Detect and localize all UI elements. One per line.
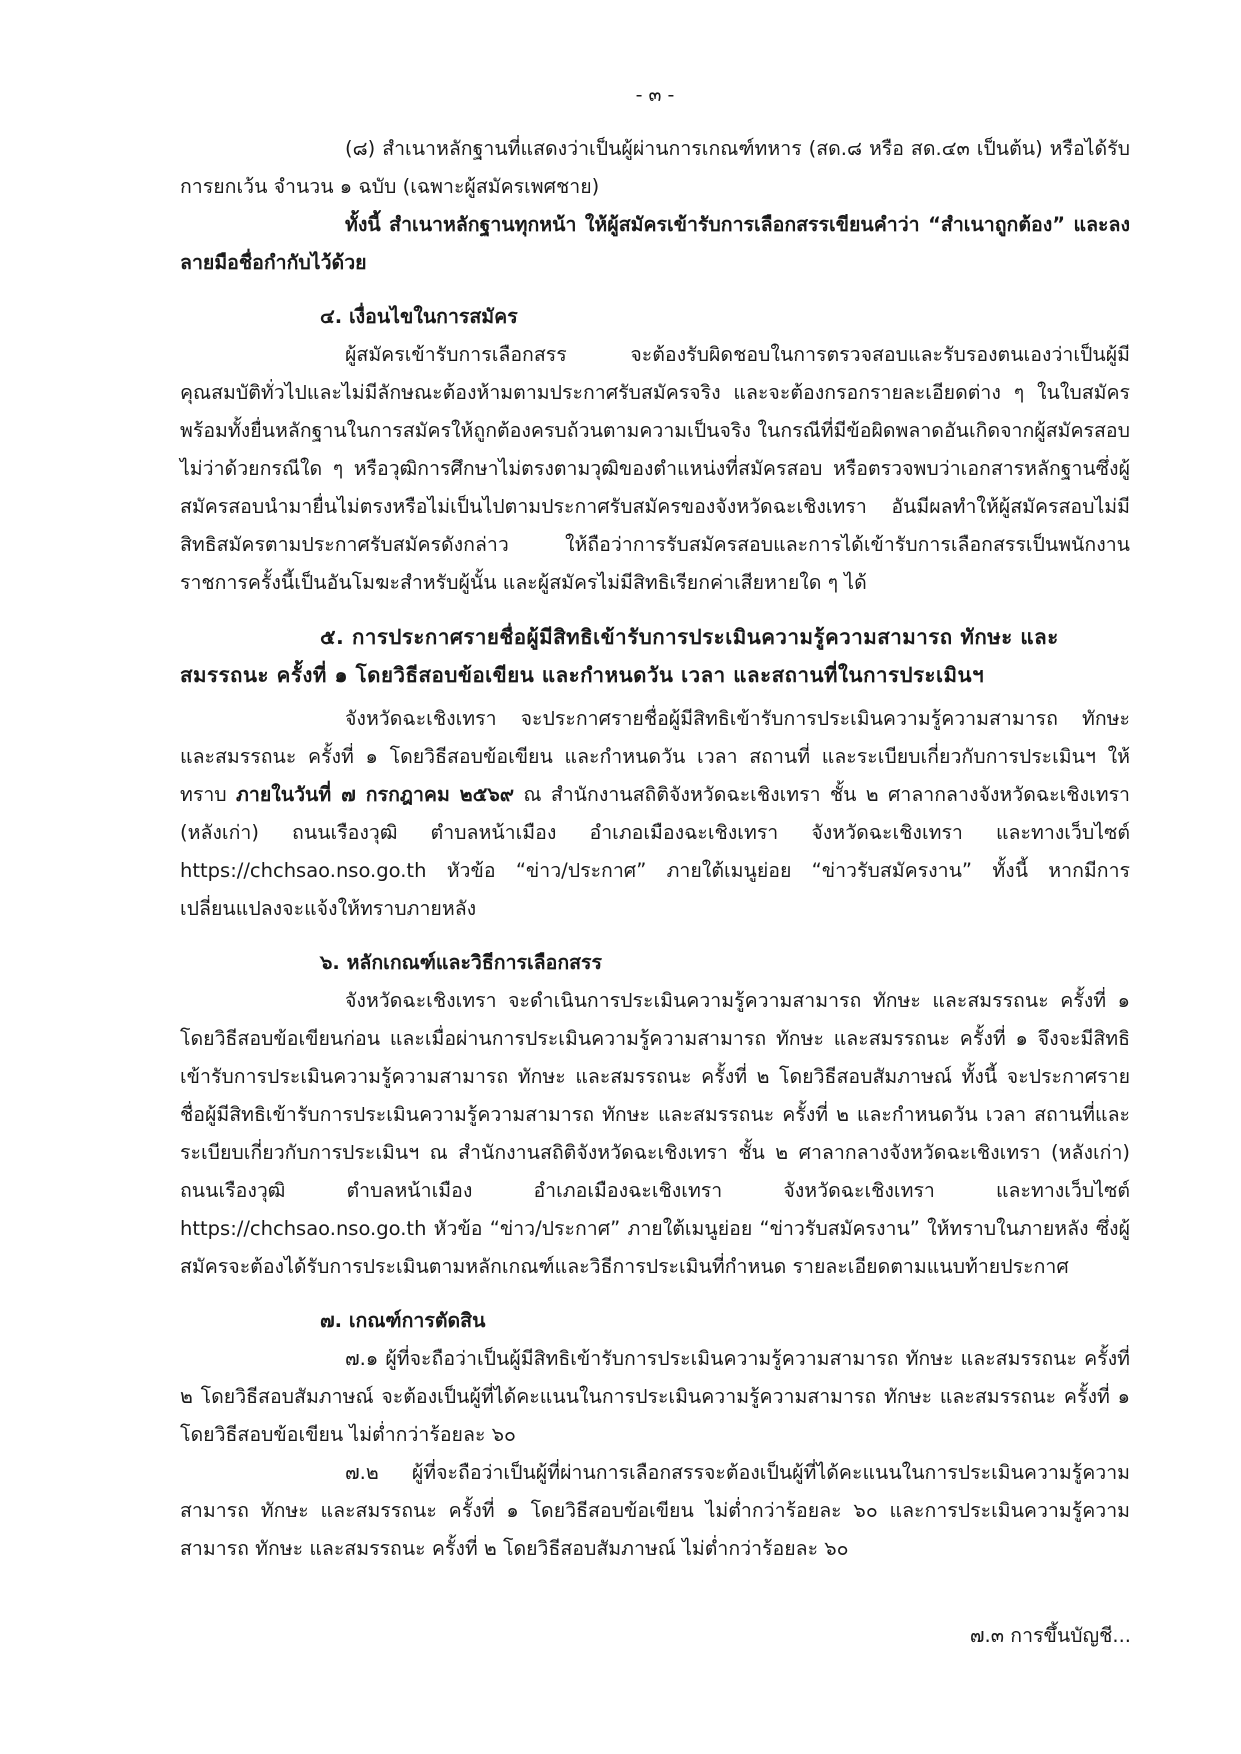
document-body: [180, 130, 1130, 1568]
copy-certification-note: ทั้งนี้ สำเนาหลักฐานทุกหน้า ให้ผู้สมัครเข้ารับการเลือกสรรเขียนคำว่า “สำเนาถูกต้อง” และลงลายมือชื่อกำกับไว้ด้วย: [180, 213, 1130, 274]
section-7-item-2: ๗.๒ ผู้ที่จะถือว่าเป็นผู้ที่ผ่านการเลือกสรรจะต้องเป็นผู้ที่ได้คะแนนในการประเมินความรู้ความสามารถ ทักษะ และสมรรถนะ ครั้งที่ ๑ โดยวิธีสอบข้อเขียน ไม่ต่ำกว่าร้อยละ ๖๐ และการประเมินความรู้ความสามารถ ทักษะ และสมรรถนะ ครั้งที่ ๒ โดยวิธีสอบสัมภาษณ์ ไม่ต่ำกว่าร้อยละ ๖๐: [180, 1461, 1130, 1560]
section-5-body-end: ณ สำนักงานสถิติจังหวัดฉะเชิงเทรา ชั้น ๒ ศาลากลางจังหวัดฉะเชิงเทรา (หลังเก่า) ถนนเรืองวุฒิ ตำบลหน้าเมือง อำเภอเมืองฉะเชิงเทรา จังหวัดฉะเชิงเทรา และทางเว็บไซต์ https://chchsao.nso.go.th หัวข้อ “ข่าว/ประกาศ” ภายใต้เมนูย่อย “ข่าวรับสมัครงาน” ทั้งนี้ หากมีการเปลี่ยนแปลงจะแจ้งให้ทราบภายหลัง: [180, 783, 1130, 920]
section-6-heading: ๖. หลักเกณฑ์และวิธีการเลือกสรร: [320, 951, 602, 974]
page-number: - ๓ -: [635, 84, 675, 106]
section-4-body: ผู้สมัครเข้ารับการเลือกสรร จะต้องรับผิดชอบในการตรวจสอบและรับรองตนเองว่าเป็นผู้มีคุณสมบัติทั่วไปและไม่มีลักษณะต้องห้ามตามประกาศรับสมัครจริง และจะต้องกรอกรายละเอียดต่าง ๆ ในใบสมัคร พร้อมทั้งยื่นหลักฐานในการสมัครให้ถูกต้องครบถ้วนตามความเป็นจริง ในกรณีที่มีข้อผิดพลาดอันเกิดจากผู้สมัครสอบ ไม่ว่าด้วยกรณีใด ๆ หรือวุฒิการศึกษาไม่ตรงตามวุฒิของตำแหน่งที่สมัครสอบ หรือตรวจพบว่าเอกสารหลักฐานซึ่งผู้สมัครสอบนำมายื่นไม่ตรงหรือไม่เป็นไปตามประกาศรับสมัครของจังหวัดฉะเชิงเทรา อันมีผลทำให้ผู้สมัครสอบไม่มีสิทธิสมัครตามประกาศรับสมัครดังกล่าว ให้ถือว่าการรับสมัครสอบและการได้เข้ารับการเลือกสรรเป็นพนักงานราชการครั้งนี้เป็นอันโมฆะสำหรับผู้นั้น และผู้สมัครไม่มีสิทธิเรียกค่าเสียหายใด ๆ ได้: [180, 343, 1130, 594]
item-8-text: (๘) สำเนาหลักฐานที่แสดงว่าเป็นผู้ผ่านการเกณฑ์ทหาร (สด.๘ หรือ สด.๔๓ เป็นต้น) หรือได้รับการยกเว้น จำนวน ๑ ฉบับ (เฉพาะผู้สมัครเพศชาย): [180, 137, 1130, 198]
announcement-date: ภายในวันที่ ๗ กรกฎาคม ๒๕๖๙: [236, 783, 515, 806]
section-6-body: จังหวัดฉะเชิงเทรา จะดำเนินการประเมินความรู้ความสามารถ ทักษะ และสมรรถนะ ครั้งที่ ๑ โดยวิธีสอบข้อเขียนก่อน และเมื่อผ่านการประเมินความรู้ความสามารถ ทักษะ และสมรรถนะ ครั้งที่ ๑ จึงจะมีสิทธิเข้ารับการประเมินความรู้ความสามารถ ทักษะ และสมรรถนะ ครั้งที่ ๒ โดยวิธีสอบสัมภาษณ์ ทั้งนี้ จะประกาศรายชื่อผู้มีสิทธิเข้ารับการประเมินความรู้ความสามารถ ทักษะ และสมรรถนะ ครั้งที่ ๒ และกำหนดวัน เวลา สถานที่และระเบียบเกี่ยวกับการประเมินฯ ณ สำนักงานสถิติจังหวัดฉะเชิงเทรา ชั้น ๒ ศาลากลางจังหวัดฉะเชิงเทรา (หลังเก่า) ถนนเรืองวุฒิ ตำบลหน้าเมือง อำเภอเมืองฉะเชิงเทรา จังหวัดฉะเชิงเทรา และทางเว็บไซต์ https://chchsao.nso.go.th หัวข้อ “ข่าว/ประกาศ” ภายใต้เมนูย่อย “ข่าวรับสมัครงาน” ให้ทราบในภายหลัง ซึ่งผู้สมัครจะต้องได้รับการประเมินตามหลักเกณฑ์และวิธีการประเมินที่กำหนด รายละเอียดตามแนบท้ายประกาศ: [180, 989, 1130, 1278]
section-5-body: [180, 700, 1130, 928]
section-7-heading: ๗. เกณฑ์การตัดสิน: [320, 1309, 486, 1332]
section-5-heading: ๕. การประกาศรายชื่อผู้มีสิทธิเข้ารับการประเมินความรู้ความสามารถ ทักษะ และสมรรถนะ ครั้งที่ ๑ โดยวิธีสอบข้อเขียน และกำหนดวัน เวลา และสถานที่ในการประเมินฯ: [180, 625, 1059, 687]
continuation-footer: ๗.๓ การขึ้นบัญชี...: [969, 1624, 1131, 1647]
section-4-heading: ๔. เงื่อนไขในการสมัคร: [320, 305, 518, 328]
section-7-item-1: ๗.๑ ผู้ที่จะถือว่าเป็นผู้มีสิทธิเข้ารับการประเมินความรู้ความสามารถ ทักษะ และสมรรถนะ ครั้งที่ ๒ โดยวิธีสอบสัมภาษณ์ จะต้องเป็นผู้ที่ได้คะแนนในการประเมินความรู้ความสามารถ ทักษะ และสมรรถนะ ครั้งที่ ๑ โดยวิธีสอบข้อเขียน ไม่ต่ำกว่าร้อยละ ๖๐: [180, 1347, 1130, 1446]
section-5-body-start: จังหวัดฉะเชิงเทรา จะประกาศรายชื่อผู้มีสิทธิเข้ารับการประเมินความรู้ความสามารถ ทักษะ และสมรรถนะ ครั้งที่ ๑ โดยวิธีสอบข้อเขียน และกำหนดวัน เวลา สถานที่ และระเบียบเกี่ยวกับการประเมินฯ ให้ทราบ: [180, 707, 1130, 806]
